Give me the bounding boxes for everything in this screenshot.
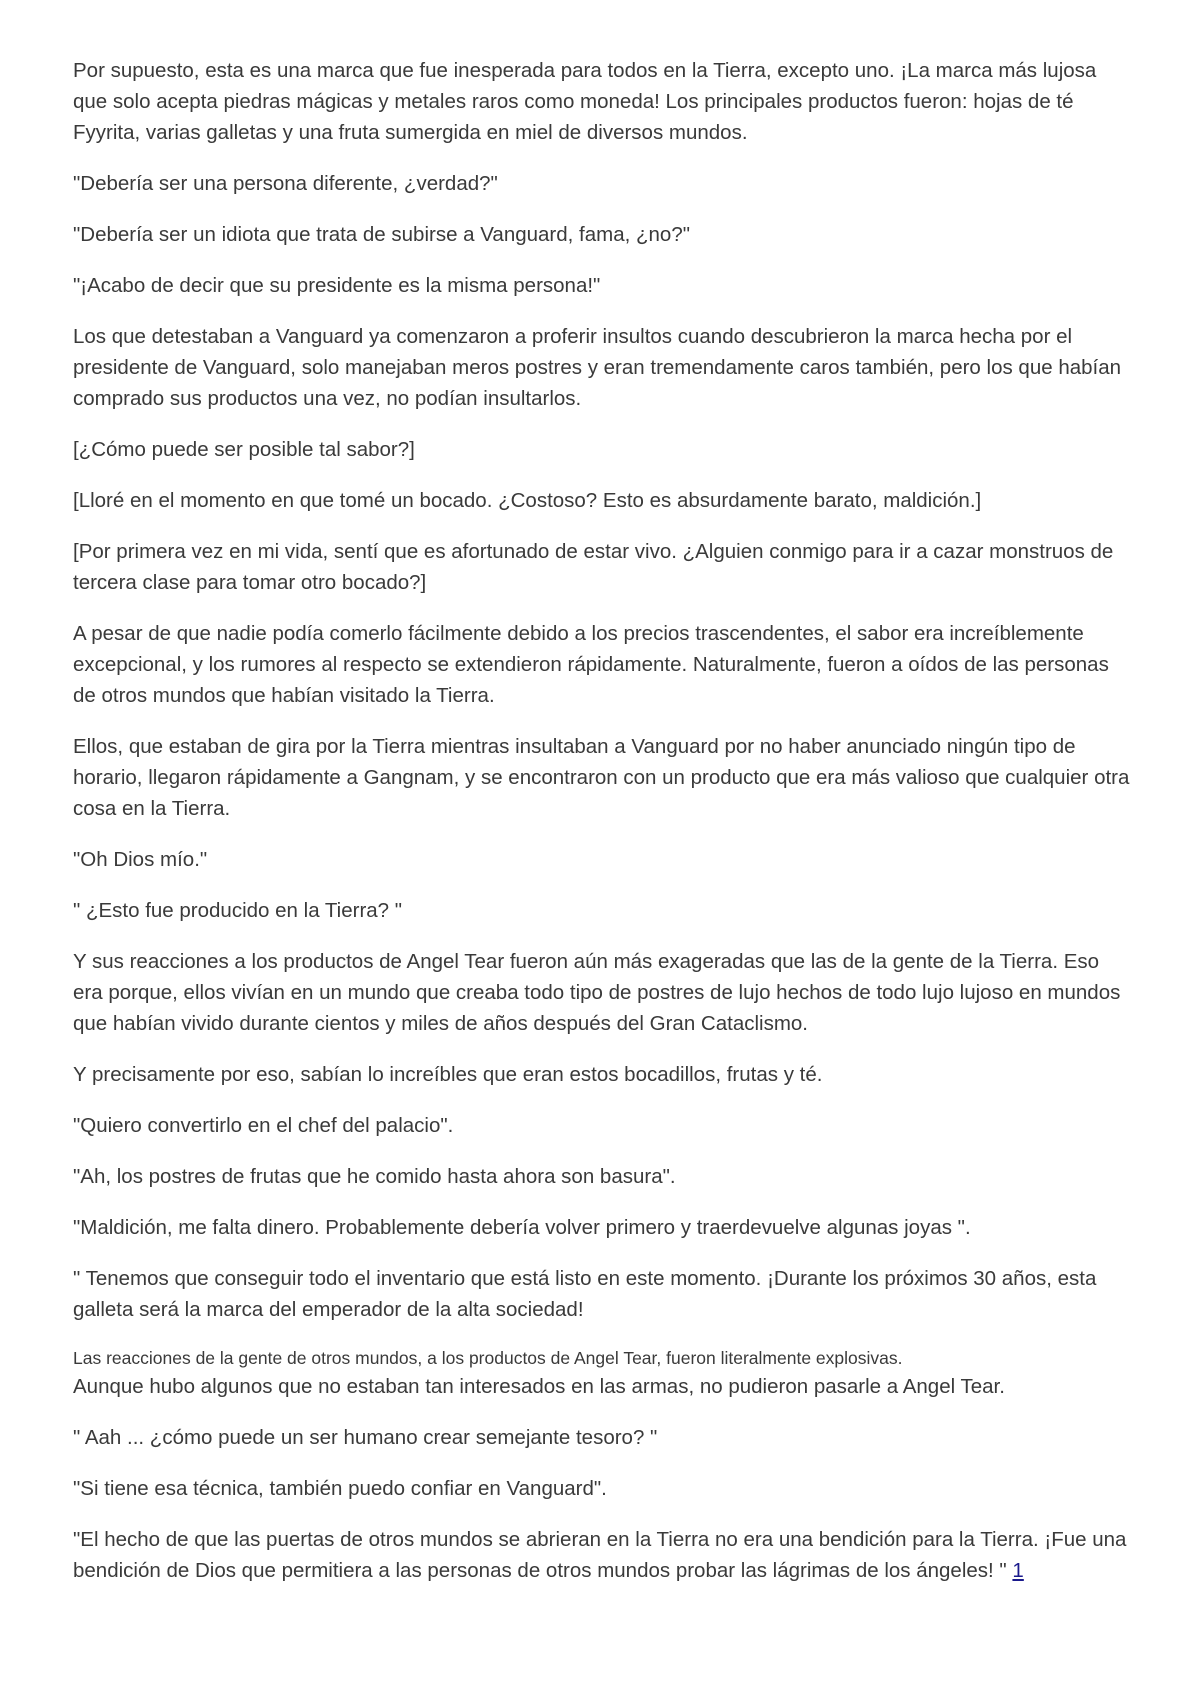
dialogue-line: "Ah, los postres de frutas que he comido hasta ahora son basura". — [73, 1165, 676, 1188]
dialogue-line: "Si tiene esa técnica, también puedo confiar en Vanguard". — [73, 1477, 607, 1500]
dialogue-line: "Debería ser una persona diferente, ¿verdad?" — [73, 172, 498, 195]
bracket-comment: [Lloré en el momento en que tomé un bocado. ¿Costoso? Esto es absurdamente barato, maldición.] — [73, 489, 982, 512]
dialogue-line: " Aah ... ¿cómo puede un ser humano crear semejante tesoro? " — [73, 1426, 658, 1449]
dialogue-line: "Maldición, me falta dinero. Probablemente debería volver primero y traerdevuelve algunas joyas ". — [73, 1216, 971, 1239]
dialogue-line: "Debería ser un idiota que trata de subirse a Vanguard, fama, ¿no?" — [73, 223, 691, 246]
paragraph-small: Las reacciones de la gente de otros mundos, a los productos de Angel Tear, fueron literalmente explosivas. — [73, 1348, 903, 1368]
bracket-comment: [Por primera vez en mi vida, sentí que es afortunado de estar vivo. ¿Alguien conmigo para ir a cazar monstruos de tercera clase para tomar otro bocado?] — [73, 540, 1114, 594]
document-body — [73, 55, 1133, 1606]
paragraph: Los que detestaban a Vanguard ya comenzaron a proferir insultos cuando descubrieron la marca hecha por el presidente de Vanguard, solo manejaban meros postres y eran tremendamente caros también, pero los que habían comprado sus productos una vez, no podían insultarlos. — [73, 325, 1122, 410]
dialogue-line-final — [73, 1524, 1133, 1586]
footnote-link[interactable]: 1 — [1012, 1559, 1024, 1582]
paragraph-intro: Por supuesto, esta es una marca que fue inesperada para todos en la Tierra, excepto uno. ¡La marca más lujosa que solo acepta piedras mágicas y metales raros como moneda! Los principales productos fueron: hojas de té Fyyrita, varias galletas y una fruta sumergida en miel de diversos mundos. — [73, 59, 1097, 144]
paragraph: Aunque hubo algunos que no estaban tan interesados en las armas, no pudieron pasarle a Angel Tear. — [73, 1375, 1005, 1398]
bracket-comment: [¿Cómo puede ser posible tal sabor?] — [73, 438, 415, 461]
dialogue-line: "Oh Dios mío." — [73, 848, 208, 871]
dialogue-line: " Tenemos que conseguir todo el inventario que está listo en este momento. ¡Durante los próximos 30 años, esta galleta será la marca del emperador de la alta sociedad! — [73, 1267, 1097, 1321]
dialogue-line: "¡Acabo de decir que su presidente es la misma persona!" — [73, 274, 601, 297]
final-dialogue-text: "El hecho de que las puertas de otros mundos se abrieran en la Tierra no era una bendición para la Tierra. ¡Fue una bendición de Dios que permitiera a las personas de otros mundos probar las lágrimas de los ángeles! " — [73, 1528, 1127, 1582]
paragraph: Y sus reacciones a los productos de Angel Tear fueron aún más exageradas que las de la gente de la Tierra. Eso era porque, ellos vivían en un mundo que creaba todo tipo de postres de lujo hechos de todo lujo lujoso en mundos que habían vivido durante cientos y miles de años después del Gran Cataclismo. — [73, 950, 1121, 1035]
dialogue-line: " ¿Esto fue producido en la Tierra? " — [73, 899, 403, 922]
paragraph: A pesar de que nadie podía comerlo fácilmente debido a los precios trascendentes, el sabor era increíblemente excepcional, y los rumores al respecto se extendieron rápidamente. Naturalmente, fueron a oídos de las personas de otros mundos que habían visitado la Tierra. — [73, 622, 1109, 707]
paragraph: Y precisamente por eso, sabían lo increíbles que eran estos bocadillos, frutas y té. — [73, 1063, 823, 1086]
dialogue-line: "Quiero convertirlo en el chef del palacio". — [73, 1114, 454, 1137]
paragraph: Ellos, que estaban de gira por la Tierra mientras insultaban a Vanguard por no haber anunciado ningún tipo de horario, llegaron rápidamente a Gangnam, y se encontraron con un producto que era más valioso que cualquier otra cosa en la Tierra. — [73, 735, 1130, 820]
